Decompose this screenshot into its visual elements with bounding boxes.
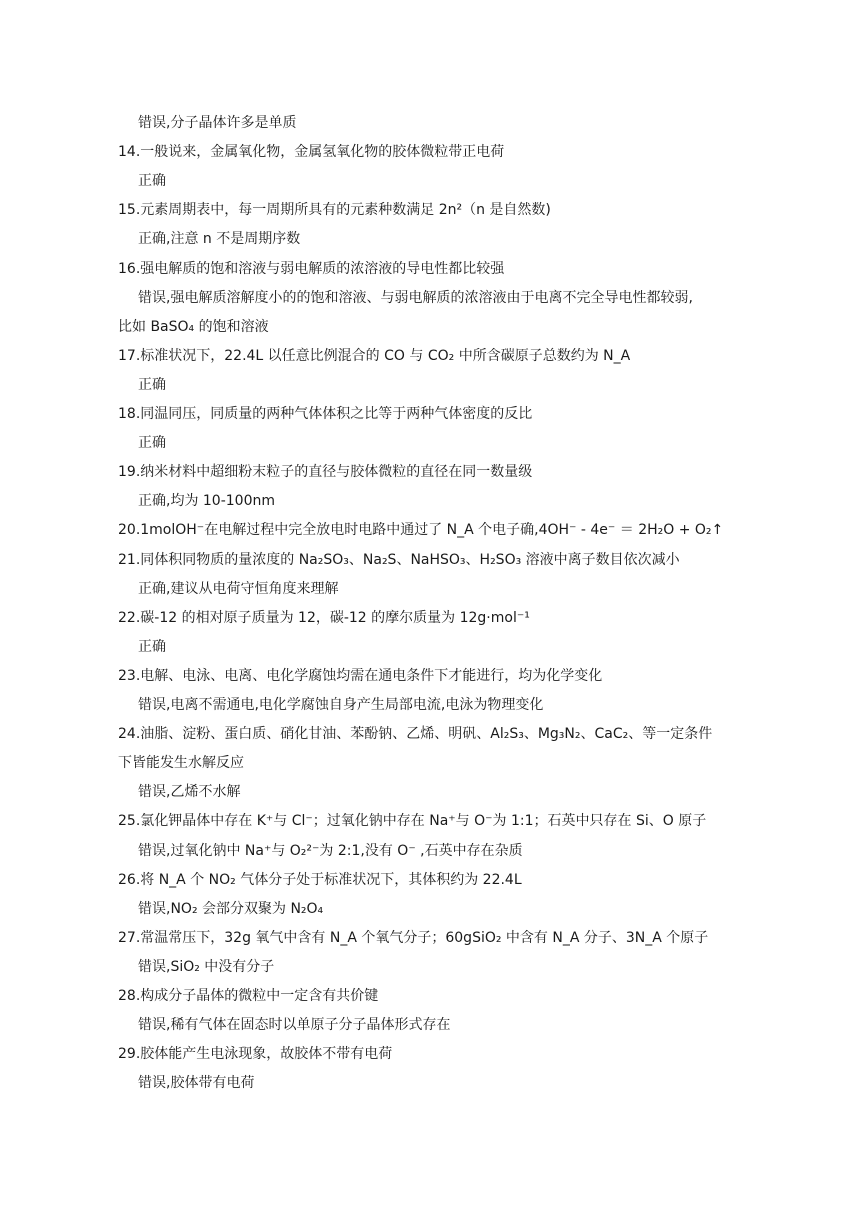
answer-line: 正确,建议从电荷守恒角度来理解 <box>138 580 339 597</box>
answer-line: 错误,强电解质溶解度小的的饱和溶液、与弱电解质的浓溶液由于电离不完全导电性都较弱, <box>138 289 693 306</box>
question-line: 24.油脂、淀粉、蛋白质、硝化甘油、苯酚钠、乙烯、明矾、Al₂S₃、Mg₃N₂、CaC₂、等一定条件 <box>118 726 713 743</box>
question-line: 25.氯化钾晶体中存在 K⁺与 Cl⁻；过氧化钠中存在 Na⁺与 O⁻为 1:1；石英中只存在 Si、O 原子 <box>118 813 707 830</box>
question-line: 16.强电解质的饱和溶液与弱电解质的浓溶液的导电性都比较强 <box>118 260 505 277</box>
answer-line: 正确,均为 10-100nm <box>138 493 275 510</box>
question-line: 19.纳米材料中超细粉末粒子的直径与胶体微粒的直径在同一数量级 <box>118 464 533 481</box>
continuation-line: 比如 BaSO₄ 的饱和溶液 <box>118 318 269 335</box>
answer-line: 正确 <box>138 376 166 393</box>
answer-line: 正确,注意 n 不是周期序数 <box>138 231 301 248</box>
answer-line: 正确 <box>138 435 166 452</box>
question-line: 17.标准状况下，22.4L 以任意比例混合的 CO 与 CO₂ 中所含碳原子总数约为 N_A <box>118 347 631 364</box>
question-line: 28.构成分子晶体的微粒中一定含有共价键 <box>118 988 379 1004</box>
answer-line: 错误,电离不需通电,电化学腐蚀自身产生局部电流,电泳为物理变化 <box>138 697 544 713</box>
answer-line: 正确 <box>138 173 166 190</box>
question-line: 18.同温同压，同质量的两种气体体积之比等于两种气体密度的反比 <box>118 406 533 422</box>
question-line: 23.电解、电泳、电离、电化学腐蚀均需在通电条件下才能进行，均为化学变化 <box>118 667 603 684</box>
question-line: 27.常温常压下，32g 氧气中含有 N_A 个氧气分子；60gSiO₂ 中含有 N_A 分子、3N_A 个原子 <box>118 929 709 946</box>
question-line: 15.元素周期表中，每一周期所具有的元素种数满足 2n²（n 是自然数) <box>118 202 551 219</box>
question-line: 14.一般说来，金属氧化物，金属氢氧化物的胶体微粒带正电荷 <box>118 144 505 161</box>
question-line: 22.碳-12 的相对原子质量为 12，碳-12 的摩尔质量为 12g·mol⁻¹ <box>118 609 530 626</box>
question-line: 26.将 N_A 个 NO₂ 气体分子处于标准状况下，其体积约为 22.4L <box>118 871 522 888</box>
answer-line: 错误,NO₂ 会部分双聚为 N₂O₄ <box>138 900 324 917</box>
continuation-line: 下皆能发生水解反应 <box>118 755 244 772</box>
question-line: 29.胶体能产生电泳现象，故胶体不带有电荷 <box>118 1046 393 1063</box>
question-line: 21.同体积同物质的量浓度的 Na₂SO₃、Na₂S、NaHSO₃、H₂SO₃ 溶液中离子数目依次减小 <box>118 551 680 568</box>
answer-line: 正确 <box>138 638 166 655</box>
answer-line: 错误,稀有气体在固态时以单原子分子晶体形式存在 <box>138 1017 451 1034</box>
answer-line: 错误,SiO₂ 中没有分子 <box>138 958 275 975</box>
answer-line: 错误,过氧化钠中 Na⁺与 O₂²⁻为 2:1,没有 O⁻ ,石英中存在杂质 <box>138 842 523 859</box>
answer-line: 错误,胶体带有电荷 <box>138 1075 255 1092</box>
answer-line: 错误,分子晶体许多是单质 <box>138 115 297 131</box>
answer-line: 错误,乙烯不水解 <box>138 784 241 801</box>
question-line: 20.1molOH⁻在电解过程中完全放电时电路中通过了 N_A 个电子确,4OH⁻ - 4e⁻ ＝ 2H₂O + O₂↑ <box>118 522 724 539</box>
